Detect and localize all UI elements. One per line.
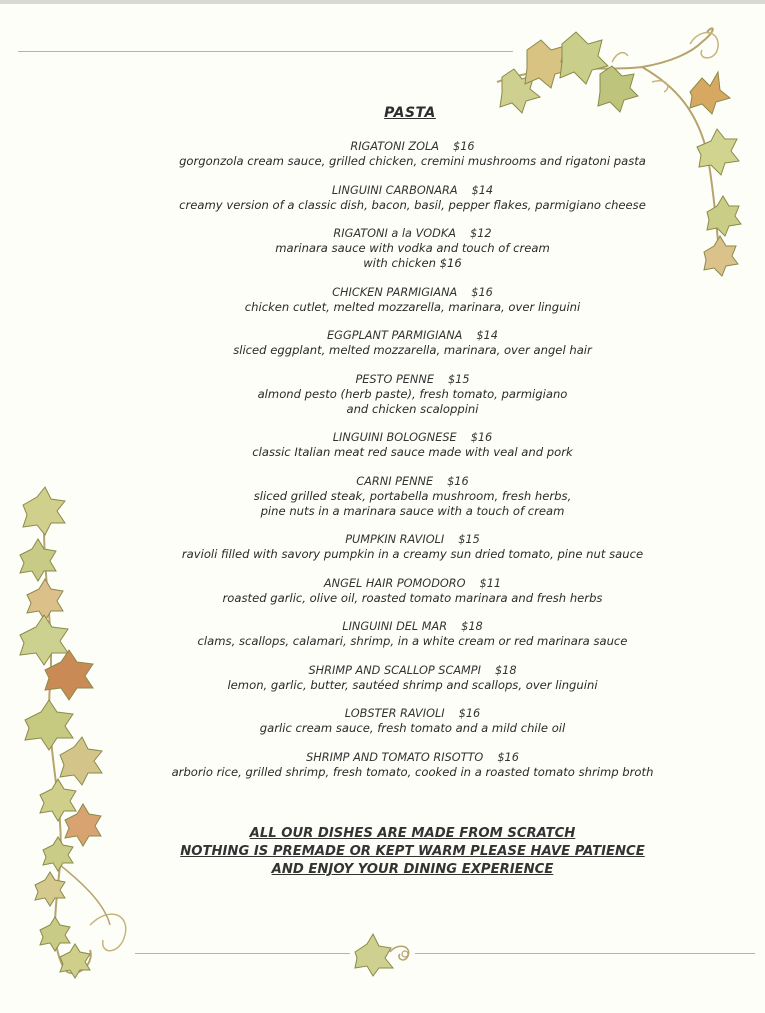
menu-item-description: clams, scallops, calamari, shrimp, in a white cream or red marinara sauce [197,634,628,648]
menu-items-list [0,139,765,793]
menu-item [0,183,765,213]
menu-item [0,619,765,649]
menu-item-name: CARNI PENNE [356,474,434,488]
menu-item-price: $11 [479,576,502,590]
menu-item-description: with chicken $16 [363,256,462,270]
menu-item-name-line [0,328,765,343]
menu-item [0,663,765,693]
menu-item-description: pine nuts in a marinara sauce with a touch of cream [260,503,565,518]
bottom-divider-rule-right [415,953,755,954]
menu-item-description: ravioli filled with savory pumpkin in a creamy sun dried tomato, pine nut sauce [181,547,644,561]
menu-item-name: RIGATONI a la VODKA [333,227,457,240]
menu-item-name-line [0,706,765,721]
menu-item-name-line [0,183,765,198]
menu-item-name-line [0,474,765,489]
menu-item-name: PUMPKIN RAVIOLI [345,533,445,546]
menu-item-description: arborio rice, grilled shrimp, fresh tomato, cooked in a roasted tomato shrimp broth [171,764,654,779]
menu-item-description: classic Italian meat red sauce made with veal and pork [252,445,573,459]
footer-notice [0,825,765,879]
menu-item-name: LOBSTER RAVIOLI [344,707,445,720]
menu-item-price: $15 [458,533,480,546]
menu-item-price: $14 [471,183,494,197]
menu-item-description: marinara sauce with vodka and touch of cream [275,241,550,255]
menu-item [0,328,765,358]
menu-item-price: $12 [470,227,492,240]
menu-item-price: $16 [447,474,469,488]
menu-item [0,372,765,417]
menu-item-price: $18 [494,663,517,677]
menu-item-description: chicken cutlet, melted mozzarella, marinara, over linguini [244,299,581,314]
menu-item-price: $16 [471,285,493,299]
menu-item-price: $18 [461,620,483,633]
menu-item-name-line [0,532,765,547]
menu-item [0,576,765,606]
menu-item-price: $15 [447,372,470,386]
footer-line-1: ALL OUR DISHES ARE MADE FROM SCRATCH [249,826,576,841]
menu-item-name: LINGUINI CARBONARA [331,183,458,197]
menu-item-price: $14 [476,329,498,342]
menu-item-price: $16 [458,707,481,720]
section-title: PASTA [384,105,436,121]
menu-item-name-line [0,430,765,445]
menu-item-name-line [0,226,765,241]
menu-item-name-line [0,139,765,154]
menu-item-description: roasted garlic, olive oil, roasted tomato marinara and fresh herbs [222,590,603,605]
menu-item [0,532,765,562]
menu-item [0,139,765,169]
menu-item-name-line [0,663,765,678]
menu-item [0,226,765,271]
top-divider-rule [18,51,513,52]
menu-item-name: CHICKEN PARMIGIANA [332,285,458,299]
menu-item-price: $16 [453,140,475,153]
menu-item-description: sliced eggplant, melted mozzarella, marinara, over angel hair [233,343,592,357]
menu-item-name: PESTO PENNE [355,372,434,386]
menu-item-name: ANGEL HAIR POMODORO [323,576,466,590]
menu-item [0,474,765,519]
menu-item-name-line [0,750,765,765]
footer-line-3: AND ENJOY YOUR DINING EXPERIENCE [271,862,554,877]
menu-item-name-line [0,576,765,591]
menu-item-name: RIGATONI ZOLA [350,140,440,153]
menu-item-description: lemon, garlic, butter, sautéed shrimp and scallops, over linguini [227,677,598,692]
menu-item-name: SHRIMP AND TOMATO RISOTTO [306,750,484,764]
menu-item-description: creamy version of a classic dish, bacon, basil, pepper flakes, parmigiano cheese [179,197,646,212]
menu-item-name-line [0,285,765,300]
bottom-divider-rule-left [135,953,350,954]
menu-item-description: and chicken scaloppini [346,401,479,416]
footer-line-2: NOTHING IS PREMADE OR KEPT WARM PLEASE HAVE PATIENCE [180,844,645,859]
menu-item-price: $16 [470,431,493,444]
menu-item-name: SHRIMP AND SCALLOP SCAMPI [308,663,481,677]
menu-item-name: EGGPLANT PARMIGIANA [327,329,463,342]
menu-item-name-line [0,372,765,387]
menu-item-description: sliced grilled steak, portabella mushroom, fresh herbs, [253,488,572,503]
menu-item-name: LINGUINI BOLOGNESE [332,431,457,444]
menu-item-name: LINGUINI DEL MAR [342,620,448,633]
menu-item-description: gorgonzola cream sauce, grilled chicken, cremini mushrooms and rigatoni pasta [179,154,646,168]
menu-item-description: almond pesto (herb paste), fresh tomato, parmigiano [257,386,568,401]
page-top-edge [0,0,765,4]
menu-item [0,430,765,460]
menu-item-price: $16 [497,750,519,764]
ivy-ornament-bottom-icon [350,930,420,975]
menu-item [0,706,765,736]
menu-item [0,750,765,780]
menu-item [0,285,765,315]
menu-item-description: garlic cream sauce, fresh tomato and a mild chile oil [259,721,566,735]
menu-item-name-line [0,619,765,634]
